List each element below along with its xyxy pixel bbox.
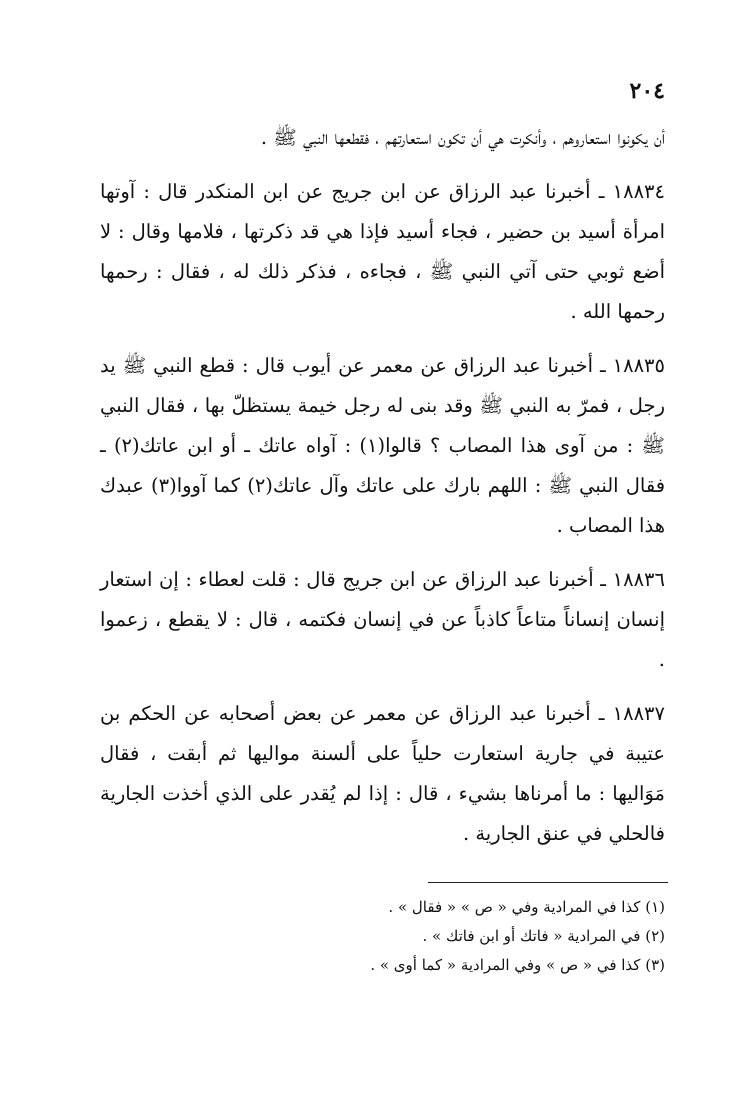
paragraph-continuation: أن يكونوا استعاروهم ، وأنكرت هي أن تكون استعارتهم ، فقطعها النبي ﷺ . <box>260 126 665 149</box>
hadith-18835: ١٨٨٣٥ ـ أخبرنا عبد الرزاق عن معمر عن أيوب قال : قطع النبي ﷺ يد رجل ، فمرّ به النبي ﷺ وقد بنى له رجل خيمة يستظلّ بها ، فقال النبي ﷺ : من آوى هذا المصاب ؟ قالوا(١) : آواه عاتك ـ أو ابن عاتك(٢) ـ فقال النبي ﷺ : اللهم بارك على عاتك وآل عاتك(٢) كما آووا(٣) عبدك هذا المصاب . <box>100 354 666 537</box>
footnote-divider <box>428 882 668 883</box>
main-text <box>100 118 665 868</box>
footnote-1: (١) كذا في المرادية وفي « ص » « فقال » . <box>388 898 665 916</box>
hadith-18837: ١٨٨٣٧ ـ أخبرنا عبد الرزاق عن معمر عن بعض أصحابه عن الحكم بن عتيبة في جارية استعارت حلياً على ألسنة مواليها ثم أبقت ، فقال مَوَاليها : ما أمرناها بشيء ، قال : إذا لم يُقدر على الذي أخذت الجارية فالحلي في عنق الجارية . <box>100 702 665 845</box>
hadith-18834: ١٨٨٣٤ ـ أخبرنا عبد الرزاق عن ابن جريج عن ابن المنكدر قال : آوتها امرأة أسيد بن حضير ، فجاء أسيد فإذا هي قد ذكرتها ، فلامها وقال : لا أضع ثوبي حتى آتي النبي ﷺ ، فجاءه ، فذكر ذلك له ، فقال : رحمها رحمها الله . <box>100 180 665 323</box>
footnote-2: (٢) في المرادية « فاتك أو ابن فاتك » . <box>422 927 665 945</box>
footnote-3: (٣) كذا في « ص » وفي المرادية « كما أوى » . <box>370 956 665 974</box>
hadith-18836: ١٨٨٣٦ ـ أخبرنا عبد الرزاق عن ابن جريج قال : قلت لعطاء : إن استعار إنسان إنساناً متاعاً كاذباً عن في إنسان فكتمه ، قال : لا يقطع ، زعموا . <box>100 568 665 671</box>
page-number: ٢٠٤ <box>629 78 665 104</box>
footnotes <box>250 893 665 980</box>
